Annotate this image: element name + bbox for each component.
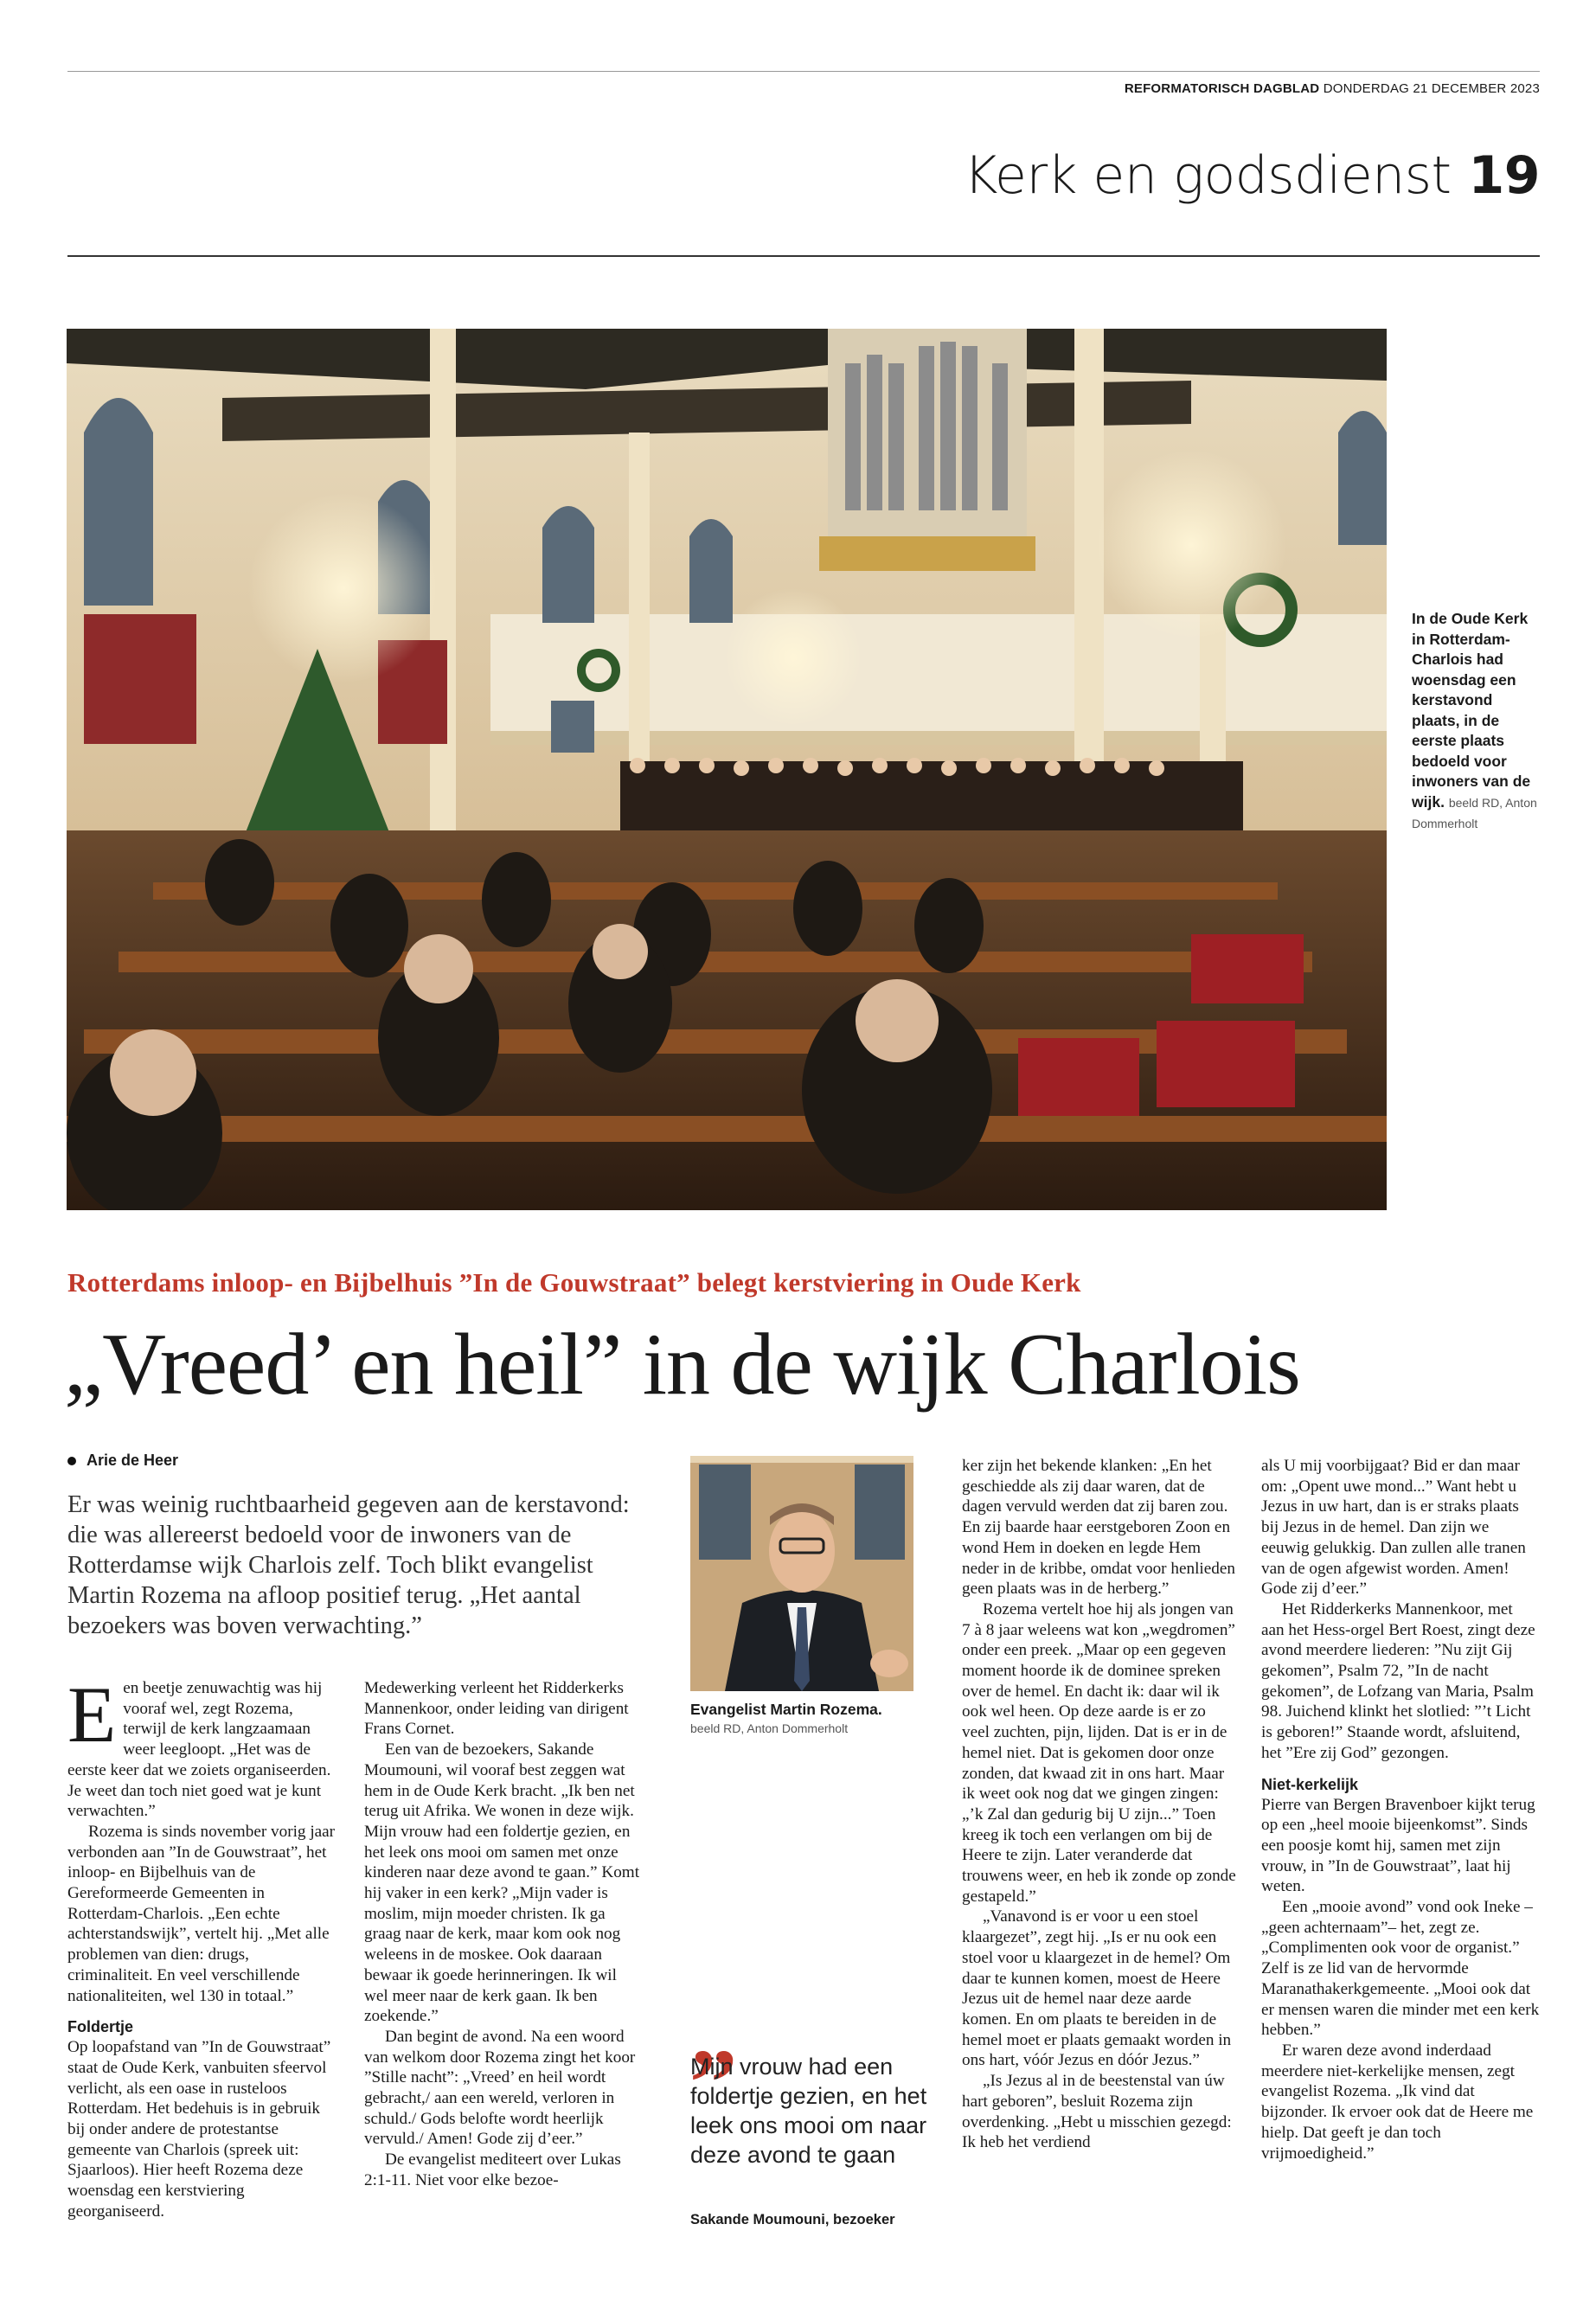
article-intro: Er was weinig ruchtbaarheid gegeven aan de kerstavond: die was allereerst bedoeld voor de inwoners van de Rotterdamse wijk Charlois zelf. Toch blikt evangelist Martin Rozema na afloop positief terug. „Het aantal bezoekers was boven verwachting.” xyxy=(67,1491,630,1639)
paragraph: Er waren deze avond inderdaad meerdere niet-kerkelijke mensen, zegt evangelist Rozema. „Ik vind dat bijzonder. Ik ervoer ook dat de Heere me hielp. Dat geeft je dan toch vrijmoedigheid.” xyxy=(1261,2041,1534,2163)
subheading-niet-kerkelijk: Niet-kerkelijk xyxy=(1261,1775,1359,1793)
article-column-1 xyxy=(67,1670,336,2222)
article-headline: „Vreed’ en heil” in de wijk Charlois xyxy=(64,1316,1300,1413)
issue-date: DONDERDAG 21 DECEMBER 2023 xyxy=(1323,81,1540,96)
article-column-2 xyxy=(364,1678,641,2191)
portrait-credit: beeld RD, Anton Dommerholt xyxy=(690,1721,849,1735)
paragraph: „Vanavond is er voor u een stoel klaargezet”, zegt hij. „Is er nu ook een stoel voor u klaargezet in de hemel? Om daar te kunnen komen, moest de Heere Jezus uit de hemel naar deze aarde komen. En om plaats te bereiden in de hemel moet er plaats gemaakt worden in ons hart, vóór Jezus en dóór Jezus.” xyxy=(962,1907,1232,2070)
pull-quote: Mijn vrouw had een foldertje gezien, en het leek ons mooi om naar deze avond te gaan xyxy=(690,2054,927,2168)
drop-cap: E xyxy=(67,1670,117,1759)
paragraph: Rozema is sinds november vorig jaar verbonden aan ”In de Gouwstraat”, het inloop- en Bijbelhuis van de Gereformeerde Gemeenten in Rotterdam-Charlois. „Een echte achterstandswijk”, vertelt hij. „Met alle problemen van dien: drugs, criminaliteit. En veel verschillende nationaliteiten, wel 130 in totaal.” xyxy=(67,1822,336,2005)
section-rule xyxy=(67,255,1540,257)
photo-caption xyxy=(1412,609,1540,835)
paragraph: Een van de bezoekers, Sakande Moumouni, wil vooraf best zeggen wat hem in de Oude Kerk bracht. „Ik ben net terug uit Afrika. We wonen in deze wijk. Mijn vrouw had een foldertje gezien, en het leek ons mooi om samen met onze kinderen naar deze avond te gaan.” Komt hij vaker in een kerk? „Mijn vader is moslim, mijn moeder christen. Ik ga graag naar de kerk, maar kom ook nog weleens in de moskee. Ook daaraan bewaar ik goede herinneringen. Ik wil wel meer naar de kerk gaan. Ik ben zoekende.” xyxy=(364,1740,640,2026)
church-photo xyxy=(67,329,1387,1210)
paragraph-text: en beetje zenuwachtig was hij vooraf wel, zegt Rozema, terwijl de kerk langzaamaan weer leegloopt. „Het was de eerste keer dat we zoiets organiseerden. Je weet dan toch niet goed wat je kunt verwachten.” xyxy=(67,1679,331,1821)
paragraph: Medewerking verleent het Ridderkerks Mannenkoor, onder leiding van dirigent Frans Cornet. xyxy=(364,1679,629,1739)
paragraph: Een „mooie avond” vond ook Ineke –„geen achternaam”– het, zegt ze. „Complimenten ook voor de organist.” Zelf is ze lid van de hervormde Maranathakerkgemeente. „Mooi ook dat er mensen waren die minder met een kerk hebben.” xyxy=(1261,1898,1540,2040)
photo-credit: beeld RD, Anton Dommerholt xyxy=(1412,795,1537,830)
subheading-foldertje: Foldertje xyxy=(67,2018,134,2036)
masthead xyxy=(1125,81,1540,96)
top-rule xyxy=(67,71,1540,72)
article-column-3 xyxy=(962,1456,1237,2153)
paragraph: Het Ridderkerks Mannenkoor, met aan het Hess-orgel Bert Roest, zingt deze avond meerdere liederen: ”Nu zijt Gij gekomen”, Psalm 72, ”In de nacht gekomen”, de Lofzang van Maria, Psalm 98. Juichend klinkt het slotlied: ”’t Licht is geboren!” Staande wordt, afsluitend, het ”Ere zij God” gezongen. xyxy=(1261,1599,1535,1762)
section-title: Kerk en godsdienst xyxy=(964,145,1452,206)
paragraph: De evangelist mediteert over Lukas 2:1-11. Niet voor elke bezoe- xyxy=(364,2150,621,2189)
pull-quote-attribution: Sakande Moumouni, bezoeker xyxy=(690,2212,895,2227)
page-number: 19 xyxy=(1468,145,1540,206)
paragraph: ker zijn het bekende klanken: „En het geschiedde als zij daar waren, dat de dagen vervuld werden dat zij baren zou. En zij baarde haar eerstgeboren Zoon en wond Hem in doeken en legde Hem neder in de kribbe, omdat voor henlieden geen plaats was in de herberg.” xyxy=(962,1457,1235,1599)
bullet-icon xyxy=(67,1457,76,1465)
byline xyxy=(67,1452,178,1470)
portrait-illustration xyxy=(690,1456,913,1691)
paragraph: Dan begint de avond. Na een woord van welkom door Rozema zingt het koor ”Stille nacht”: „Vreed’ en heil wordt gebracht,/ aan een wereld, verloren in schuld./ Gods belofte wordt heerlijk vervuld./ Amen! Gode zij d’eer.” xyxy=(364,2027,636,2149)
paragraph: Rozema vertelt hoe hij als jongen van 7 à 8 jaar weleens wat kon „wegdromen” onder een preek. „Maar op een gegeven moment hoorde ik de dominee spreken over de hemel. En dacht ik: daar wil ik ook wel heen. Op deze aarde is er zo veel zuchten, pijn, lijden. Dat is er in de hemel niet. Dat is gekomen door onze zonden, dat kwaad zit in ons hart. Maar ik weet ook nog dat we gingen zingen: „’k Zal dan gedurig bij U zijn...” Toen kreeg ik toch een verlangen om bij de Heere te zijn. Later veranderde dat trouwens weer, en heb ik zonde op zonde gestapeld.” xyxy=(962,1599,1236,1906)
portrait-photo xyxy=(690,1456,913,1691)
author-name: Arie de Heer xyxy=(87,1452,179,1469)
portrait-caption-text: Evangelist Martin Rozema. xyxy=(690,1701,882,1718)
paragraph xyxy=(67,1670,336,1822)
portrait-caption xyxy=(690,1700,941,1738)
section-header xyxy=(964,145,1540,206)
article-column-4 xyxy=(1261,1456,1540,2163)
paragraph: Op loopafstand van ”In de Gouwstraat” staat de Oude Kerk, vanbuiten sfeervol verlicht, als een oase in rusteloos Rotterdam. Het bedehuis is in gebruik bij onder andere de protestantse gemeente van Charlois (spreek uit: Sjaarloos). Hier heeft Rozema deze woensdag een kerstviering georganiseerd. xyxy=(67,2038,331,2221)
article-kicker: Rotterdams inloop- en Bijbelhuis ”In de Gouwstraat” belegt kerstviering in Oude Kerk xyxy=(67,1267,1081,1298)
church-interior-illustration xyxy=(67,329,1387,1210)
quote-mark-icon: „ xyxy=(690,1980,738,2086)
paragraph: „Is Jezus al in de beestenstal van úw hart geboren”, besluit Rozema zijn overdenking. „Hebt u misschien gezegd: Ik heb het verdiend xyxy=(962,2072,1232,2152)
paper-name: REFORMATORISCH DAGBLAD xyxy=(1124,81,1320,96)
photo-caption-text: In de Oude Kerk in Rotterdam-Charlois had woensdag een kerstavond plaats, in de eerste plaats bedoeld voor inwoners van de wijk. xyxy=(1412,610,1531,811)
paragraph: als U mij voorbijgaat? Bid er dan maar om: „Opent uwe mond...” Want hebt u Jezus in uw hart, dan is er straks plaats bij Jezus in de hemel. Dan zijn we eeuwig gelukkig. Dan zullen alle tranen van de ogen afgewist worden. Amen! Gode zij d’eer.” xyxy=(1261,1457,1526,1599)
paragraph: Pierre van Bergen Bravenboer kijkt terug op een „heel mooie bijeenkomst”. Sinds een poosje komt hij, samen met zijn vrouw, in ”In de Gouwstraat”, laat hij weten. xyxy=(1261,1795,1535,1896)
